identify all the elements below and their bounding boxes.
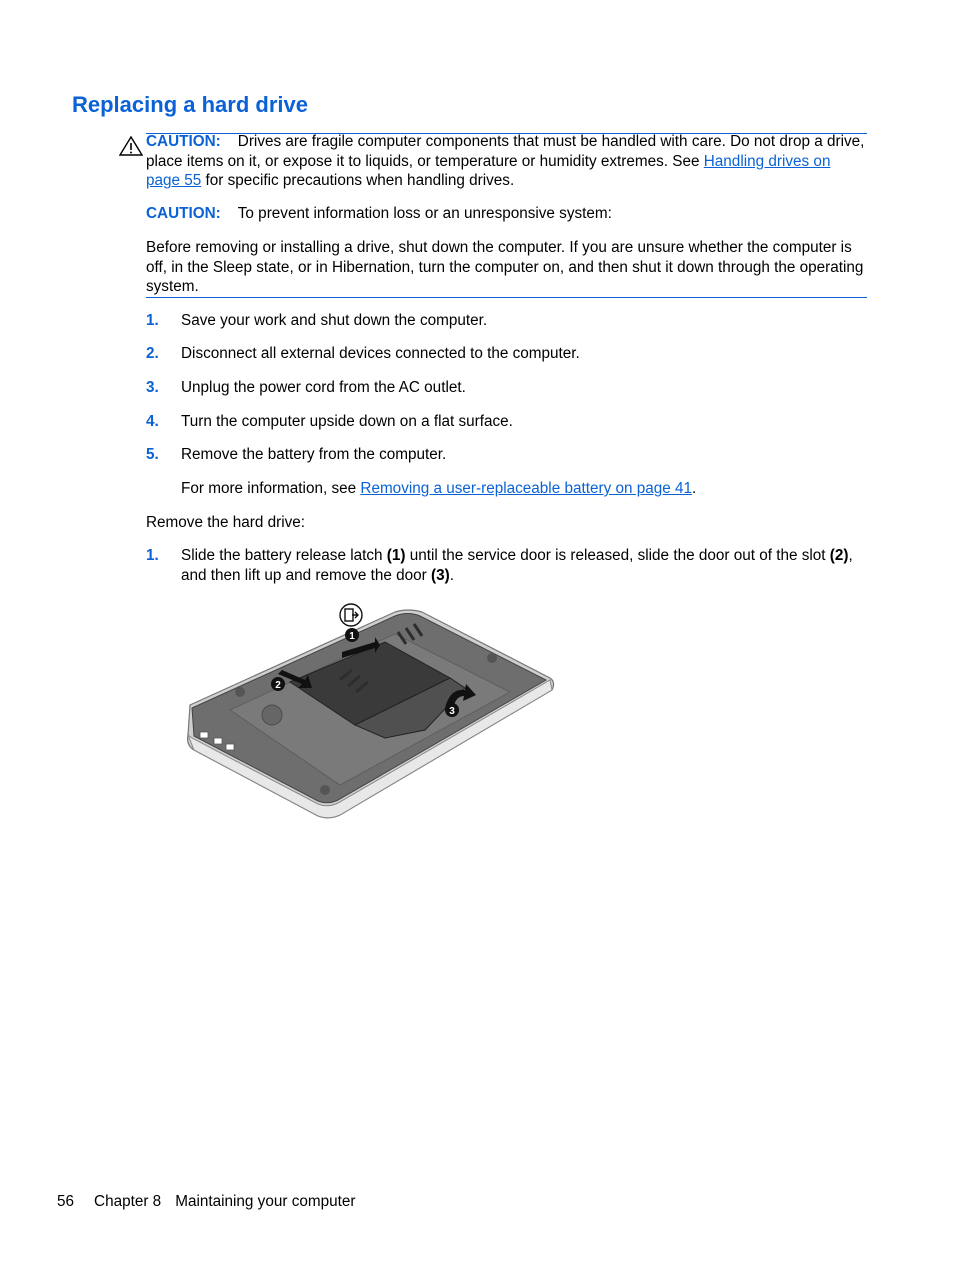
footer — [57, 1192, 355, 1212]
remove-heading: Remove the hard drive: — [146, 514, 305, 531]
caution-label: CAUTION: — [146, 133, 221, 150]
caution-2 — [146, 204, 866, 224]
chapter-title: Maintaining your computer — [175, 1193, 356, 1210]
step-text: Disconnect all external devices connected to the computer. — [181, 345, 580, 362]
warning-triangle-icon — [119, 136, 143, 156]
handling-drives-link[interactable]: Handling drives on page 55 — [146, 152, 831, 189]
callout-2: 2 — [275, 680, 281, 691]
text: Slide the battery release latch — [181, 547, 387, 564]
battery-link[interactable]: Removing a user-replaceable battery on page 41 — [360, 480, 693, 497]
page-title: Replacing a hard drive — [72, 92, 308, 117]
step-text: Turn the computer upside down on a flat surface. — [181, 413, 513, 430]
text: , and then lift up and remove the door — [181, 547, 853, 584]
callout-1: 1 — [349, 631, 355, 642]
step-text: Save your work and shut down the computer. — [181, 312, 488, 329]
callout-ref: (3) — [431, 566, 450, 584]
text: . — [449, 566, 454, 584]
more-info-end: . — [692, 480, 697, 497]
caution-2-body: Before removing or installing a drive, shut down the computer. If you are unsure whether the computer is off, in the Sleep state, or in Hibernation, turn the computer on, and then shut it down through the operating system. — [146, 239, 864, 295]
caution-bottom-rule — [146, 297, 867, 298]
caution-1-text: Drives are fragile computer components that must be handled with care. Do not drop a drive, place items on it, or expose it to liquids, or temperature or humidity extremes. See — [146, 133, 865, 170]
caution-1 — [146, 132, 866, 191]
battery-lock-icon — [340, 604, 362, 626]
step-number: 4. — [146, 413, 159, 430]
callout-ref: (2) — [829, 547, 849, 564]
more-info-text: For more information, see — [181, 480, 361, 497]
callout-3: 3 — [449, 706, 455, 717]
step-number: 3. — [146, 379, 159, 396]
step-text: Unplug the power cord from the AC outlet. — [181, 379, 466, 396]
chapter-label: Chapter 8 — [94, 1193, 162, 1210]
remove-step-text — [181, 546, 866, 585]
page-number: 56 — [57, 1193, 75, 1210]
more-info — [181, 479, 696, 499]
step-text: Remove the battery from the computer. — [181, 446, 447, 463]
step-number: 2. — [146, 345, 159, 362]
caution-label: CAUTION: — [146, 205, 221, 222]
caution-1-text-after: for specific precautions when handling drives. — [201, 172, 515, 189]
step-number: 1. — [146, 547, 159, 564]
laptop-hard-drive-illustration — [180, 600, 560, 830]
step-number: 5. — [146, 446, 159, 463]
callout-ref: (1) — [386, 547, 406, 564]
caution-2-text: To prevent information loss or an unresponsive system: — [237, 205, 612, 222]
text: until the service door is released, slide the door out of the slot — [405, 547, 830, 564]
step-number: 1. — [146, 312, 159, 329]
